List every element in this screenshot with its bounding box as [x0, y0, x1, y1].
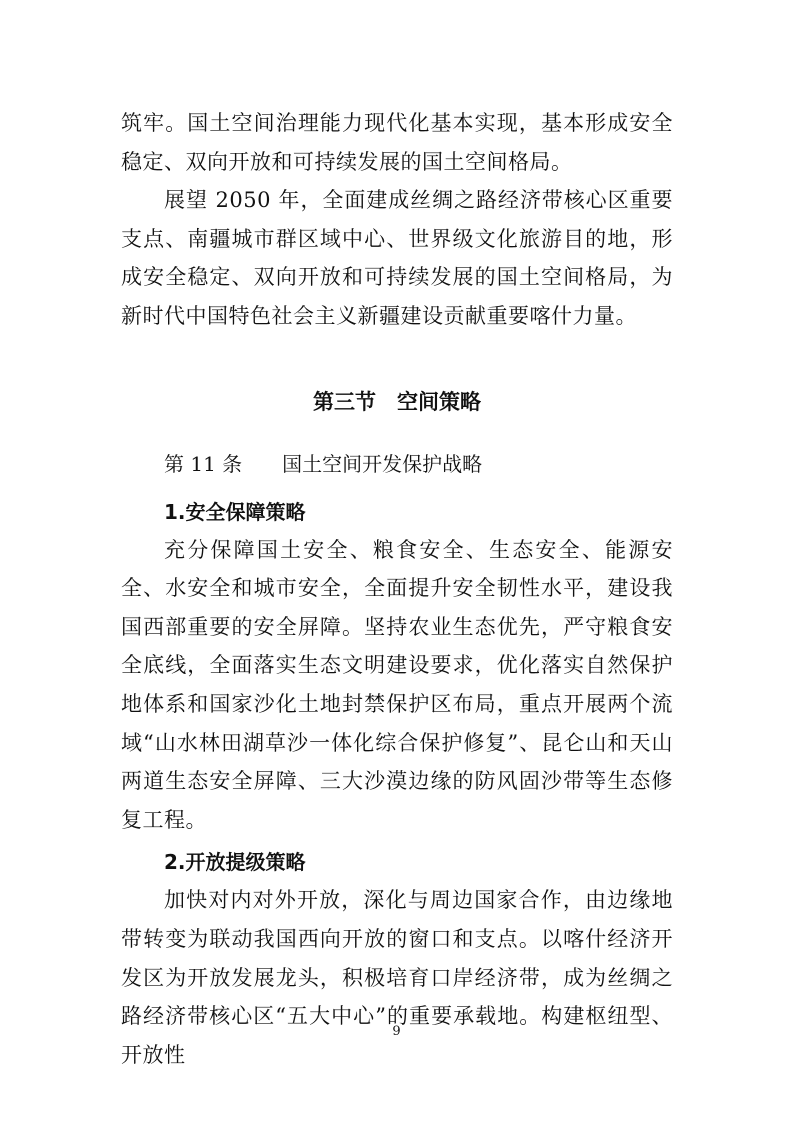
- article-title: 国土空间开发保护战略: [282, 451, 483, 476]
- article-heading: [121, 445, 673, 483]
- body-paragraph-opening: 加快对内对外开放，深化与周边国家合作，由边缘地带转变为联动我国西向开放的窗口和支点。以喀什经济开发区为开放发展龙头，积极培育口岸经济带，成为丝绸之路经济带核心区“五大中心”的重要承载地。构建枢纽型、开放性: [121, 888, 673, 1067]
- body-paragraph-outlook-2050: 展望 2050 年，全面建成丝绸之路经济带核心区重要支点、南疆城市群区域中心、世界级文化旅游目的地，形成安全稳定、双向开放和可持续发展的国土空间格局，为新时代中国特色社会主义新疆建设贡献重要喀什力量。: [121, 188, 673, 328]
- section-title: 第三节 空间策略: [313, 389, 481, 414]
- article-number: 第 11 条: [164, 451, 243, 476]
- body-paragraph-security: 充分保障国土安全、粮食安全、生态安全、能源安全、水安全和城市安全，全面提升安全韧性水平，建设我国西部重要的安全屏障。坚持农业生态优先，严守粮食安全底线，全面落实生态文明建设要求，优化落实自然保护地体系和国家沙化土地封禁保护区布局，重点开展两个流域“山水林田湖草沙一体化综合保护修复”、昆仑山和天山两道生态安全屏障、三大沙漠边缘的防风固沙带等生态修复工程。: [121, 537, 673, 832]
- page-content: [121, 104, 673, 1074]
- subheading-opening-strategy: 2.开放提级策略: [164, 850, 306, 875]
- subheading-security-strategy: 1.安全保障策略: [164, 499, 306, 524]
- page-number: 9: [392, 1024, 401, 1039]
- body-paragraph-continued: 筑牢。国土空间治理能力现代化基本实现，基本形成安全稳定、双向开放和可持续发展的国土空间格局。: [121, 111, 673, 174]
